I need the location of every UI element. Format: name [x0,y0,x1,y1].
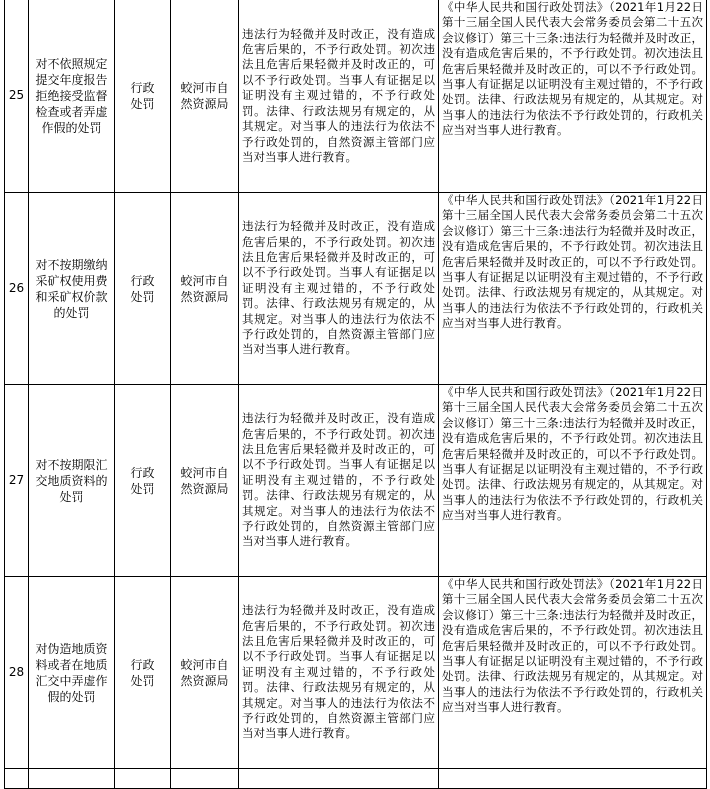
item-name [29,769,115,789]
item-type: 行政处罚 [115,193,171,385]
implementing-agency [171,769,239,789]
row-number: 28 [5,577,29,769]
row-number: 26 [5,193,29,385]
implementing-agency: 蛟河市自然资源局 [171,385,239,577]
row-number: 27 [5,385,29,577]
exemption-conditions: 违法行为轻微并及时改正，没有造成危害后果的，不予行政处罚。初次违法且危害后果轻微并及时改正的，可以不予行政处罚。当事人有证据足以证明没有主观过错的，不予行政处罚。法律、行政法规另有规定的，从其规定。对当事人的违法行为依法不予行政处罚的，自然资源主管部门应当对当事人进行教育。 [239,577,439,769]
table-row [5,385,707,577]
penalty-table [4,0,707,789]
legal-basis: 《中华人民共和国行政处罚法》（2021年1月22日第十三届全国人民代表大会常务委员会第二十五次会议修订）第三十三条:违法行为轻微并及时改正，没有造成危害后果的，不予行政处罚。初次违法且危害后果轻微并及时改正的，可以不予行政处罚。当事人有证据足以证明没有主观过错的，不予行政处罚。法律、行政法规另有规定的，从其规定。对当事人的违法行为依法不予行政处罚的，行政机关应当对当事人进行教育。 [439,193,707,385]
legal-basis: 《中华人民共和国行政处罚法》（2021年1月22日第十三届全国人民代表大会常务委员会第二十五次会议修订）第三十三条:违法行为轻微并及时改正，没有造成危害后果的，不予行政处罚。初次违法且危害后果轻微并及时改正的，可以不予行政处罚。当事人有证据足以证明没有主观过错的，不予行政处罚。法律、行政法规另有规定的，从其规定。对当事人的违法行为依法不予行政处罚的，行政机关应当对当事人进行教育。 [439,0,707,193]
item-name: 对伪造地质资料或者在地质汇交中弄虚作假的处罚 [29,577,115,769]
exemption-conditions: 违法行为轻微并及时改正，没有造成危害后果的，不予行政处罚。初次违法且危害后果轻微并及时改正的，可以不予行政处罚。当事人有证据足以证明没有主观过错的，不予行政处罚。法律、行政法规另有规定的，从其规定。对当事人的违法行为依法不予行政处罚的，自然资源主管部门应当对当事人进行教育。 [239,385,439,577]
table-row [5,193,707,385]
implementing-agency: 蛟河市自然资源局 [171,577,239,769]
item-type: 行政处罚 [115,0,171,193]
legal-basis [439,769,707,789]
exemption-conditions: 违法行为轻微并及时改正，没有造成危害后果的，不予行政处罚。初次违法且危害后果轻微并及时改正的，可以不予行政处罚。当事人有证据足以证明没有主观过错的，不予行政处罚。法律、行政法规另有规定的，从其规定。对当事人的违法行为依法不予行政处罚的，自然资源主管部门应当对当事人进行教育。 [239,0,439,193]
item-type: 行政处罚 [115,577,171,769]
item-type [115,769,171,789]
implementing-agency: 蛟河市自然资源局 [171,0,239,193]
exemption-conditions [239,769,439,789]
row-number [5,769,29,789]
row-number: 25 [5,0,29,193]
item-name: 对不依照规定提交年度报告拒绝接受监督检查或者弄虚作假的处罚 [29,0,115,193]
legal-basis: 《中华人民共和国行政处罚法》（2021年1月22日第十三届全国人民代表大会常务委员会第二十五次会议修订）第三十三条:违法行为轻微并及时改正，没有造成危害后果的，不予行政处罚。初次违法且危害后果轻微并及时改正的，可以不予行政处罚。当事人有证据足以证明没有主观过错的，不予行政处罚。法律、行政法规另有规定的，从其规定。对当事人的违法行为依法不予行政处罚的，行政机关应当对当事人进行教育。 [439,385,707,577]
implementing-agency: 蛟河市自然资源局 [171,193,239,385]
table-row [5,577,707,769]
item-name: 对不按期缴纳采矿权使用费和采矿权价款的处罚 [29,193,115,385]
table-row [5,0,707,193]
item-name: 对不按期限汇交地质资料的处罚 [29,385,115,577]
item-type: 行政处罚 [115,385,171,577]
exemption-conditions: 违法行为轻微并及时改正，没有造成危害后果的，不予行政处罚。初次违法且危害后果轻微并及时改正的，可以不予行政处罚。当事人有证据足以证明没有主观过错的，不予行政处罚。法律、行政法规另有规定的，从其规定。对当事人的违法行为依法不予行政处罚的，自然资源主管部门应当对当事人进行教育。 [239,193,439,385]
legal-basis: 《中华人民共和国行政处罚法》（2021年1月22日第十三届全国人民代表大会常务委员会第二十五次会议修订）第三十三条:违法行为轻微并及时改正，没有造成危害后果的，不予行政处罚。初次违法且危害后果轻微并及时改正的，可以不予行政处罚。当事人有证据足以证明没有主观过错的，不予行政处罚。法律、行政法规另有规定的，从其规定。对当事人的违法行为依法不予行政处罚的，行政机关应当对当事人进行教育。 [439,577,707,769]
table-row-partial [5,769,707,789]
